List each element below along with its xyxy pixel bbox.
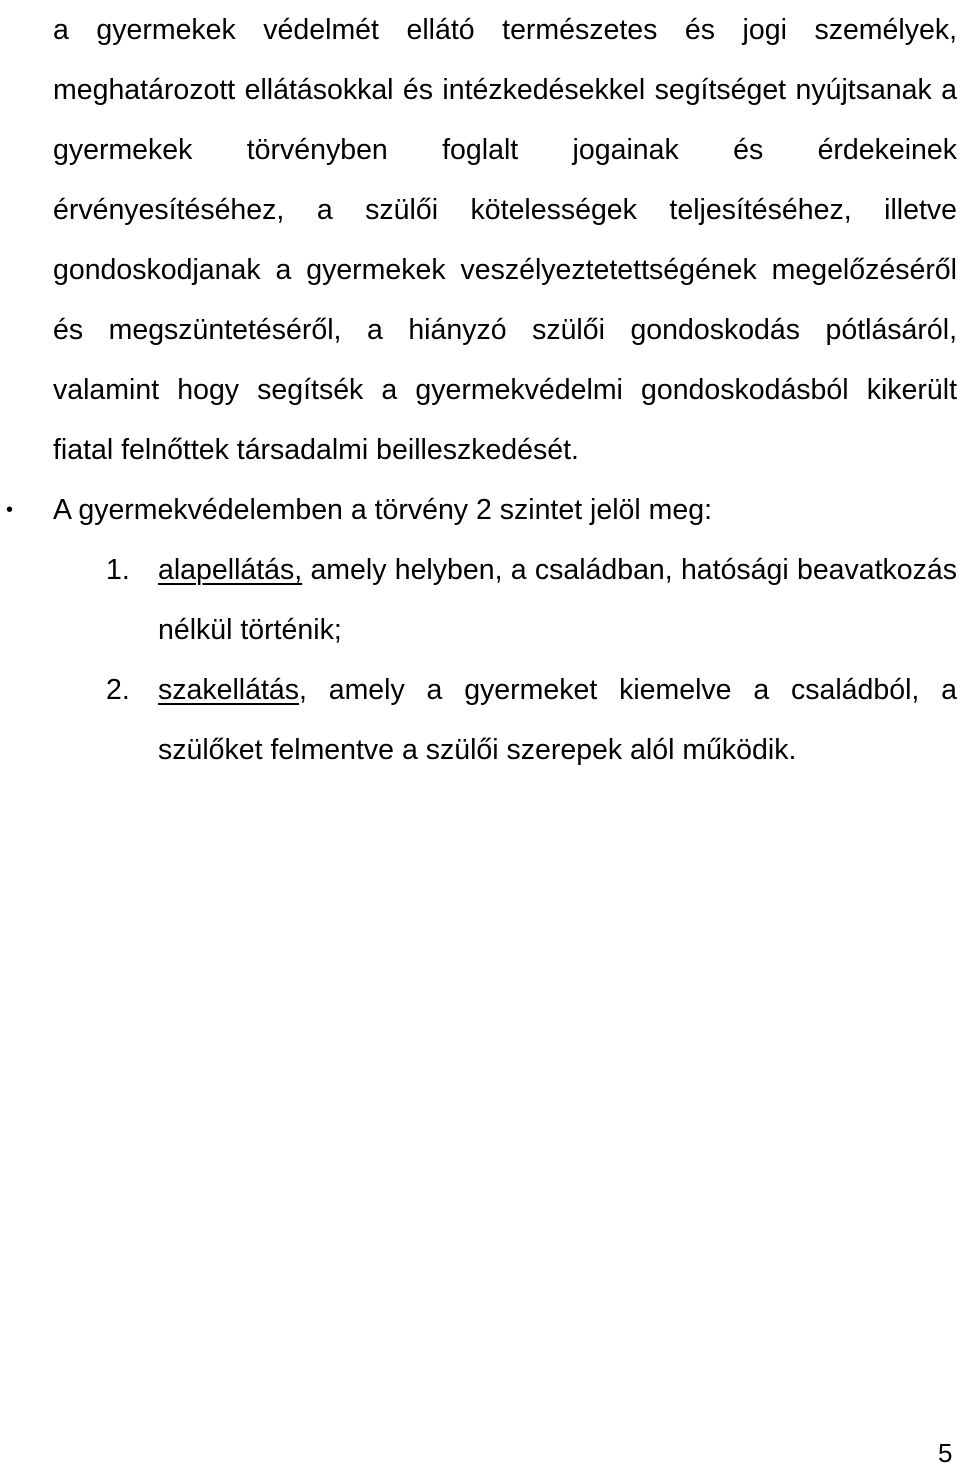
special-care-description: , amely a gyermeket kiemelve a családból, a szülőket felmentve a szülői szerepek alól működik. [158, 674, 957, 766]
term-special-care: szakellátás [158, 674, 299, 706]
bullet-text: A gyermekvédelemben a törvény 2 szintet jelöl meg: [53, 494, 713, 526]
list-number: 1. [106, 554, 130, 586]
term-basic-care: alapellátás, [158, 554, 303, 586]
bullet-item [6, 480, 957, 540]
basic-care-description: amely helyben, a családban, hatósági beavatkozás nélkül történik; [158, 554, 957, 646]
bullet-icon: • [6, 499, 14, 521]
list-item-basic-care [106, 540, 957, 660]
care-levels-list [53, 540, 957, 780]
page-number: 5 [938, 1438, 953, 1468]
intro-paragraph: a gyermekek védelmét ellátó természetes és jogi személyek, meghatározott ellátásokkal és intézkedésekkel segítséget nyújtsanak a gyermekek törvényben foglalt jogainak és érdekeinek érvényesítéséhez, a szülői kötelességek teljesítéséhez, illetve gondoskodjanak a gyermekek veszélyeztetettségének megelőzéséről és megszüntetéséről, a hiányzó szülői gondoskodás pótlásáról, valamint hogy segítsék a gyermekvédelmi gondoskodásból kikerült fiatal felnőttek társadalmi beilleszkedését. [53, 14, 957, 466]
list-number: 2. [106, 674, 130, 706]
document-body [6, 0, 957, 780]
list-item-special-care [106, 660, 957, 780]
